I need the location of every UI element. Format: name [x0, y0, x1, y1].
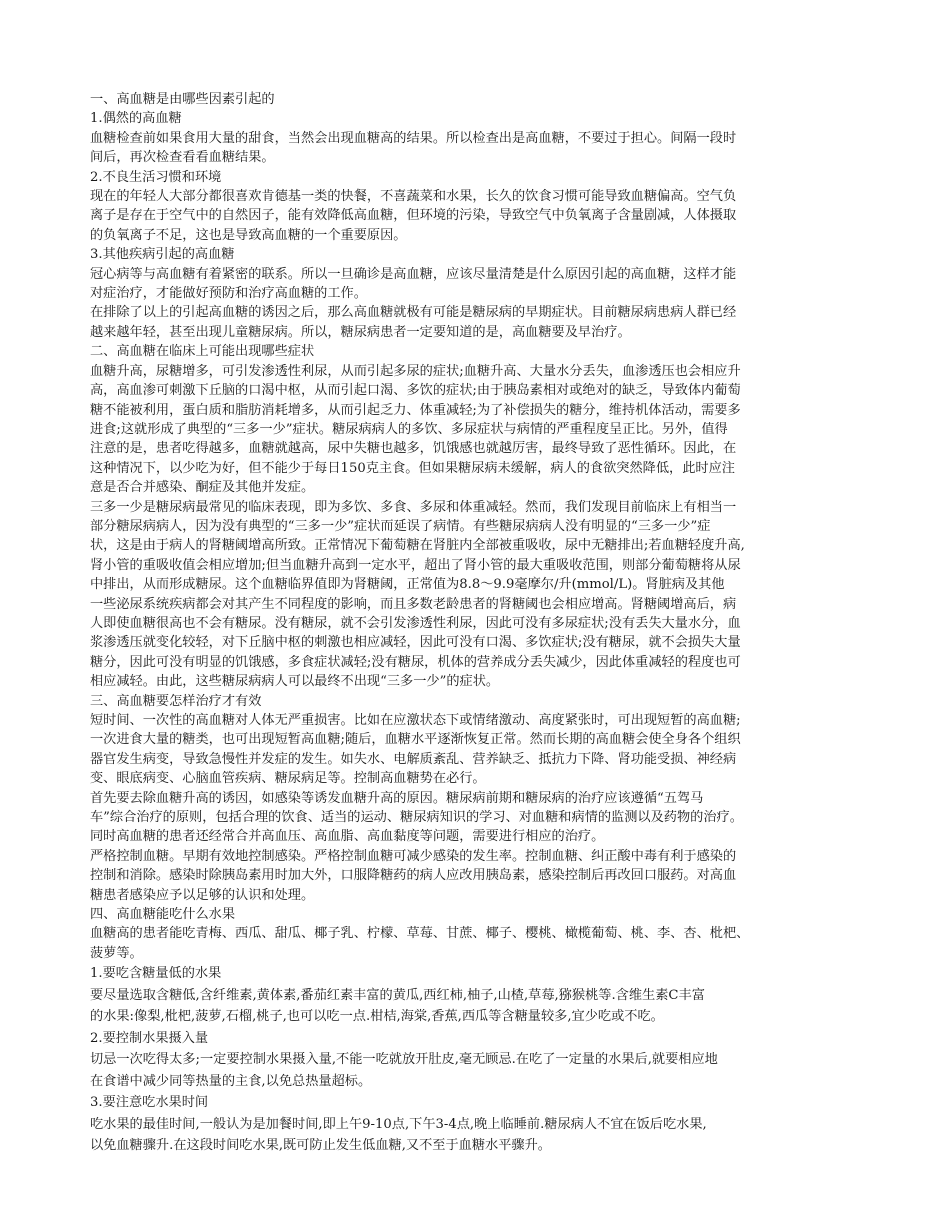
- text-line: 变、眼底病变、心脑血管疾病、糖尿病足等。控制高血糖势在必行。: [90, 771, 486, 787]
- text-line: 意是否合并感染、酮症及其他并发症。: [90, 480, 315, 496]
- text-line: 间后，再次检查看看血糖结果。: [90, 150, 275, 166]
- text-line: 以免血糖骤升.在这段时间吃水果,既可防止发生低血糖,又不至于血糖水平骤升。: [90, 1138, 551, 1154]
- text-line: 切忌一次吃得太多;一定要控制水果摄入量,不能一吃就放开肚皮,毫无顾忌.在吃了一定量的水果后,就要相应地: [90, 1052, 718, 1068]
- text-line: 的水果:像梨,枇杷,菠萝,石榴,桃子,也可以吃一点.柑桔,海棠,香蕉,西瓜等含糖量较多,宜少吃或不吃。: [90, 1009, 664, 1025]
- text-line: 冠心病等与高血糖有着紧密的联系。所以一旦确诊是高血糖，应该尽量清楚是什么原因引起的高血糖，这样才能: [90, 266, 737, 282]
- text-line: 菠萝等。: [90, 945, 143, 961]
- text-line: 相应减轻。由此，这些糖尿病病人可以最终不出现“三多一少”的症状。: [90, 674, 500, 690]
- text-line: 离子是存在于空气中的自然因子，能有效降低高血糖，但环境的污染，导致空气中负氧离子含量剧减，人体摄取: [90, 208, 737, 224]
- text-line: 严格控制血糖。早期有效地控制感染。严格控制血糖可减少感染的发生率。控制血糖、纠正酸中毒有利于感染的: [90, 848, 737, 864]
- text-line: 2.不良生活习惯和环境: [90, 169, 222, 185]
- text-line: 糖患者感染应予以足够的认识和处理。: [90, 887, 315, 903]
- text-line: 三、高血糖要怎样治疗才有效: [90, 693, 262, 709]
- text-line: 血糖升高，尿糖增多，可引发渗透性利尿，从而引起多尿的症状;血糖升高、大量水分丢失，血渗透压也会相应升: [90, 363, 741, 379]
- text-line: 浆渗透压就变化较轻，对下丘脑中枢的刺激也相应减轻，因此可没有口渴、多饮症状;没有糖尿，就不会损失大量: [90, 635, 741, 651]
- section-4: [90, 963, 870, 1157]
- text-line: 状，这是由于病人的肾糖阈增高所致。正常情况下葡萄糖在肾脏内全部被重吸收，尿中无糖排出;若血糖轻度升高,: [90, 538, 745, 554]
- text-line: 一、高血糖是由哪些因素引起的: [90, 92, 275, 107]
- text-line: 二、高血糖在临床上可能出现哪些症状: [90, 344, 315, 360]
- text-line: 3.要注意吃水果时间: [90, 1095, 209, 1111]
- text-line: 三多一少是糖尿病最常见的临床表现，即为多饮、多食、多尿和体重减轻。然而，我们发现目前临床上有相当一: [90, 499, 737, 515]
- text-line: 糖不能被利用，蛋白质和脂肪消耗增多，从而引起乏力、体重减轻;为了补偿损失的糖分，维持机体活动，需要多: [90, 402, 741, 418]
- text-line: 四、高血糖能吃什么水果: [90, 907, 236, 923]
- text-line: 同时高血糖的患者还经常合并高血压、高血脂、高血黏度等问题，需要进行相应的治疗。: [90, 829, 605, 845]
- text-line: 在排除了以上的引起高血糖的诱因之后，那么高血糖就极有可能是糖尿病的早期症状。目前糖尿病患病人群已经: [90, 305, 737, 321]
- text-line: 血糖高的患者能吃青梅、西瓜、甜瓜、椰子乳、柠檬、草莓、甘蔗、椰子、樱桃、橄榄葡萄、桃、李、杏、枇杷、: [90, 926, 750, 942]
- text-line: 现在的年轻人大部分都很喜欢肯德基一类的快餐，不喜蔬菜和水果，长久的饮食习惯可能导致血糖偏高。空气负: [90, 189, 737, 205]
- text-line: 要尽量选取含糖低,含纤维素,黄体素,番茄红素丰富的黄瓜,西红柿,柚子,山楂,草莓,猕猴桃等.含维生素C丰富: [90, 987, 705, 1003]
- text-line: 的负氧离子不足，这也是导致高血糖的一个重要原因。: [90, 227, 407, 243]
- section-2: [90, 342, 870, 691]
- text-line: 人即使血糖很高也不会有糖尿。没有糖尿，就不会引发渗透性利尿，因此可没有多尿症状;没有丢失大量水分，血: [90, 615, 741, 631]
- text-line: 越来越年轻，甚至出现儿童糖尿病。所以，糖尿病患者一定要知道的是，高血糖要及早治疗。: [90, 324, 631, 340]
- text-line: 进食;这就形成了典型的“三多一少”症状。糖尿病病人的多饮、多尿症状与病情的严重程度呈正比。另外，值得: [90, 421, 728, 437]
- section-1: [90, 90, 870, 342]
- text-line: 1.偶然的高血糖: [90, 111, 182, 127]
- text-line: 糖分，因此可没有明显的饥饿感，多食症状减轻;没有糖尿，机体的营养成分丢失减少，因此体重减轻的程度也可: [90, 654, 741, 670]
- text-line: 器官发生病变，导致急慢性并发症的发生。如失水、电解质紊乱、营养缺乏、抵抗力下降、肾功能受损、神经病: [90, 751, 737, 767]
- section-3: [90, 692, 870, 964]
- text-line: 1.要吃含糖量低的水果: [90, 966, 222, 982]
- text-line: 控制和消除。感染时除胰岛素用时加大外，口服降糖药的病人应改用胰岛素，感染控制后再改回口服药。对高血: [90, 868, 737, 884]
- text-line: 一次进食大量的糖类，也可出现短暂高血糖;随后，血糖水平逐渐恢复正常。然而长期的高血糖会使全身各个组织: [90, 732, 741, 748]
- text-line: 车”综合治疗的原则，包括合理的饮食、适当的运动、糖尿病知识的学习、对血糖和病情的监测以及药物的治疗。: [90, 810, 743, 826]
- text-line: 3.其他疾病引起的高血糖: [90, 247, 235, 263]
- text-line: 部分糖尿病病人，因为没有典型的“三多一少”症状而延误了病情。有些糖尿病病人没有明显的“三多一少”症: [90, 518, 711, 534]
- text-line: 2.要控制水果摄入量: [90, 1030, 209, 1046]
- text-line: 血糖检查前如果食用大量的甜食，当然会出现血糖高的结果。所以检查出是高血糖，不要过于担心。间隔一段时: [90, 130, 737, 146]
- text-line: 肾小管的重吸收值会相应增加;但当血糖升高到一定水平，超出了肾小管的最大重吸收范围，则部分葡萄糖将从尿: [90, 557, 741, 573]
- text-line: 高，高血渗可刺激下丘脑的口渴中枢，从而引起口渴、多饮的症状;由于胰岛素相对或绝对的缺乏，导致体内葡萄: [90, 383, 741, 399]
- text-line: 对症治疗，才能做好预防和治疗高血糖的工作。: [90, 286, 367, 302]
- text-line: 在食谱中减少同等热量的主食,以免总热量超标。: [90, 1073, 372, 1089]
- text-line: 吃水果的最佳时间,一般认为是加餐时间,即上午9-10点,下午3-4点,晚上临睡前.糖尿病人不宜在饭后吃水果,: [90, 1116, 707, 1132]
- text-line: 这种情况下，以少吃为好，但不能少于每日150克主食。但如果糖尿病未缓解，病人的食欲突然降低，此时应注: [90, 460, 735, 476]
- text-line: 注意的是，患者吃得越多，血糖就越高，尿中失糖也越多，饥饿感也就越厉害，最终导致了恶性循环。因此，在: [90, 441, 737, 457]
- text-line: 一些泌尿系统疾病都会对其产生不同程度的影响，而且多数老龄患者的肾糖阈也会相应增高。肾糖阈增高后，病: [90, 596, 737, 612]
- text-line: 首先要去除血糖升高的诱因，如感染等诱发血糖升高的原因。糖尿病前期和糖尿病的治疗应该遵循“五驾马: [90, 790, 704, 806]
- text-line: 中排出，从而形成糖尿。这个血糖临界值即为肾糖阈，正常值为8.8～9.9毫摩尔/升(mmol/L)。肾脏病及其他: [90, 577, 725, 593]
- text-line: 短时间、一次性的高血糖对人体无严重损害。比如在应激状态下或情绪激动、高度紧张时，可出现短暂的高血糖;: [90, 713, 741, 728]
